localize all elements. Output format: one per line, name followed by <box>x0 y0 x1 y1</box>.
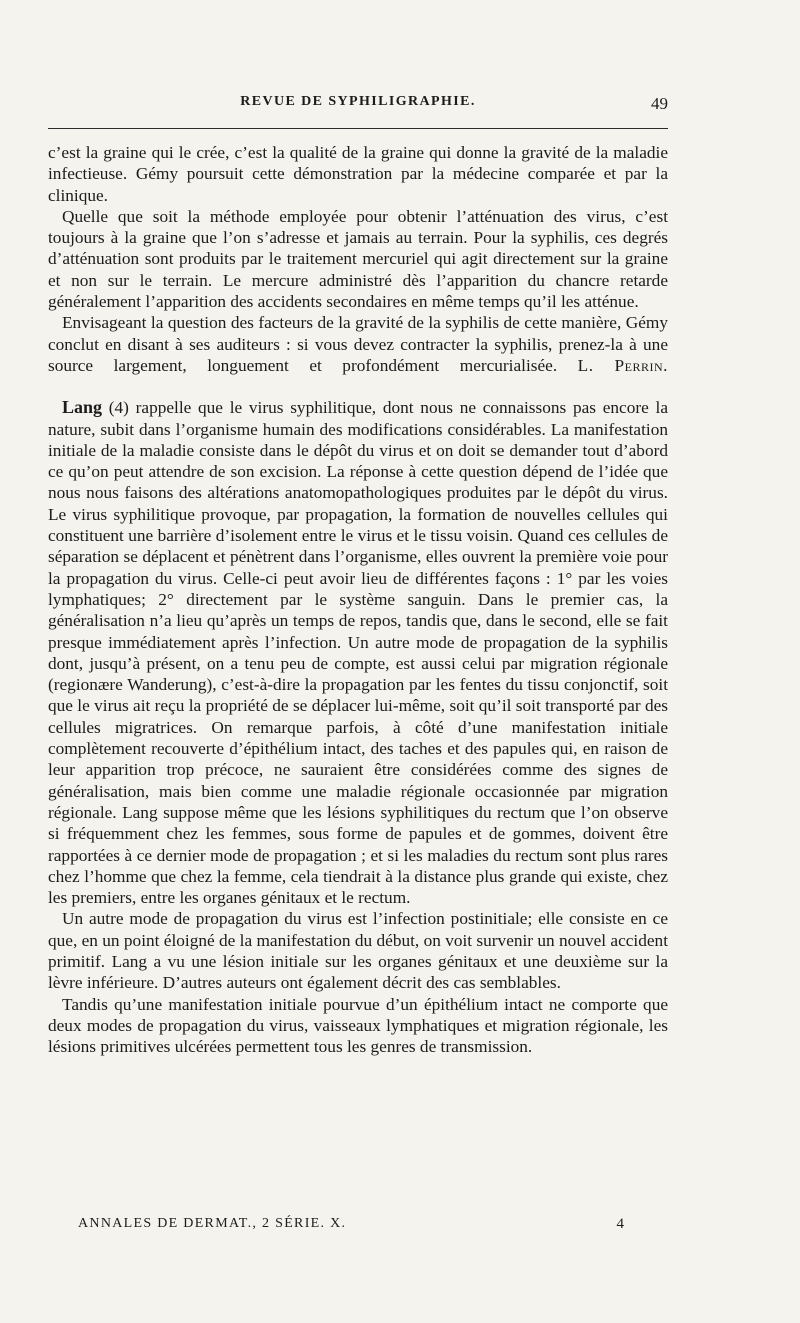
paragraph: Un autre mode de propagation du virus est l’infection postinitiale; elle consiste en ce que, en un point éloigné de la manifestation du début, on voit survenir un nouvel accident primitif. Lang a vu une lésion initiale sur les organes génitaux et une deuxième sur la lèvre inférieure. D’autres auteurs ont également décrit des cas semblables. <box>48 909 668 993</box>
header-rule <box>48 128 668 129</box>
paragraph: Quelle que soit la méthode employée pour obtenir l’atténuation des virus, c’est toujours à la graine que l’on s’adresse et jamais au terrain. Pour la syphilis, ces degrés d’atténuation sont produits par le traitement mercuriel qui agit directement sur la graine et non sur le terrain. Le mercure administré dès l’apparition du chancre retarde généralement l’apparition des accidents secondaires en même temps qu’il les atténue. <box>48 206 668 312</box>
paragraph: c’est la graine qui le crée, c’est la qualité de la graine qui donne la gravité de la maladie infectieuse. Gémy poursuit cette démonstration par la médecine comparée et par la clinique. <box>48 143 668 205</box>
page-header <box>48 94 668 120</box>
paragraph <box>48 397 668 908</box>
running-title: REVUE DE SYPHILIGRAPHIE. <box>240 94 476 109</box>
body-text <box>48 142 668 1057</box>
signature: L. Perrin. <box>577 355 668 375</box>
paragraph-with-signature <box>48 312 668 376</box>
paragraph-text: Envisageant la question des facteurs de la gravité de la syphilis de cette manière, Gémy conclut en disant à ses auditeurs : si vous devez contracter la syphilis, prenez-la à une source largement, longuement et profondément mercurialisée. <box>48 313 668 375</box>
author-name: Lang <box>62 397 103 418</box>
page-footer <box>78 1216 624 1238</box>
paragraph-text: (4) rappelle que le virus syphilitique, dont nous ne connaissons pas encore la nature, subit dans l’organisme humain des modifications considérables. La manifestation initiale de la maladie consiste dans le dépôt du virus et on doit se demander tout d’abord ce qu’on peut attendre de son excision. La réponse à cette question dépend de l’idée que nous nous faisons des altérations anatomopathologiques produites par le dépôt du virus. Le virus syphilitique provoque, par propagation, la formation de nouvelles cellules qui constituent une barrière d’isolement entre le virus et le tissu voisin. Quand ces cellules de séparation se déplacent et pénètrent dans l’organisme, elles ouvrent la première voie pour la propagation du virus. Celle-ci peut avoir lieu de différentes façons : 1° par les voies lymphatiques; 2° directement par le système sanguin. Dans le premier cas, la généralisation n’a lieu qu’après un temps de repos, tandis que, dans le second, elle se fait presque immédiatement après l’infection. Un autre mode de propagation de la syphilis dont, jusqu’à présent, on a tenu peu de compte, est aussi celui par migration régionale (regionære Wanderung), c’est-à-dire la propagation par les fentes du tissu conjonctif, soit que le virus ait reçu la propriété de se déplacer lui-même, soit qu’il soit transporté par des cellules migratrices. On remarque parfois, à côté d’une manifestation initiale complètement recouverte d’épithélium intact, des taches et des papules qui, en raison de leur apparition trop précoce, ne sauraient être considérées comme des signes de généralisation, mais bien comme une maladie régionale occasionnée par migration régionale. Lang suppose même que les lésions syphilitiques du rectum que l’on observe si fréquemment chez les femmes, sous forme de papules et de gommes, doivent être rapportées à ce dernier mode de propagation ; et si les maladies du rectum sont plus rares chez l’homme que chez la femme, cela tiendrait à la distance plus grande qui existe, chez les premiers, entre les organes génitaux et le rectum. <box>48 398 668 908</box>
paragraph: Tandis qu’une manifestation initiale pourvue d’un épithélium intact ne comporte que deux modes de propagation du virus, vaisseaux lymphatiques et migration régionale, les lésions primitives ulcérées permettent tous les genres de transmission. <box>48 994 668 1057</box>
signature-mark: 4 <box>616 1216 624 1232</box>
footer-text: ANNALES DE DERMAT., 2 SÉRIE. X. <box>78 1216 347 1231</box>
page-number: 49 <box>651 94 668 113</box>
section-gap <box>48 376 668 397</box>
